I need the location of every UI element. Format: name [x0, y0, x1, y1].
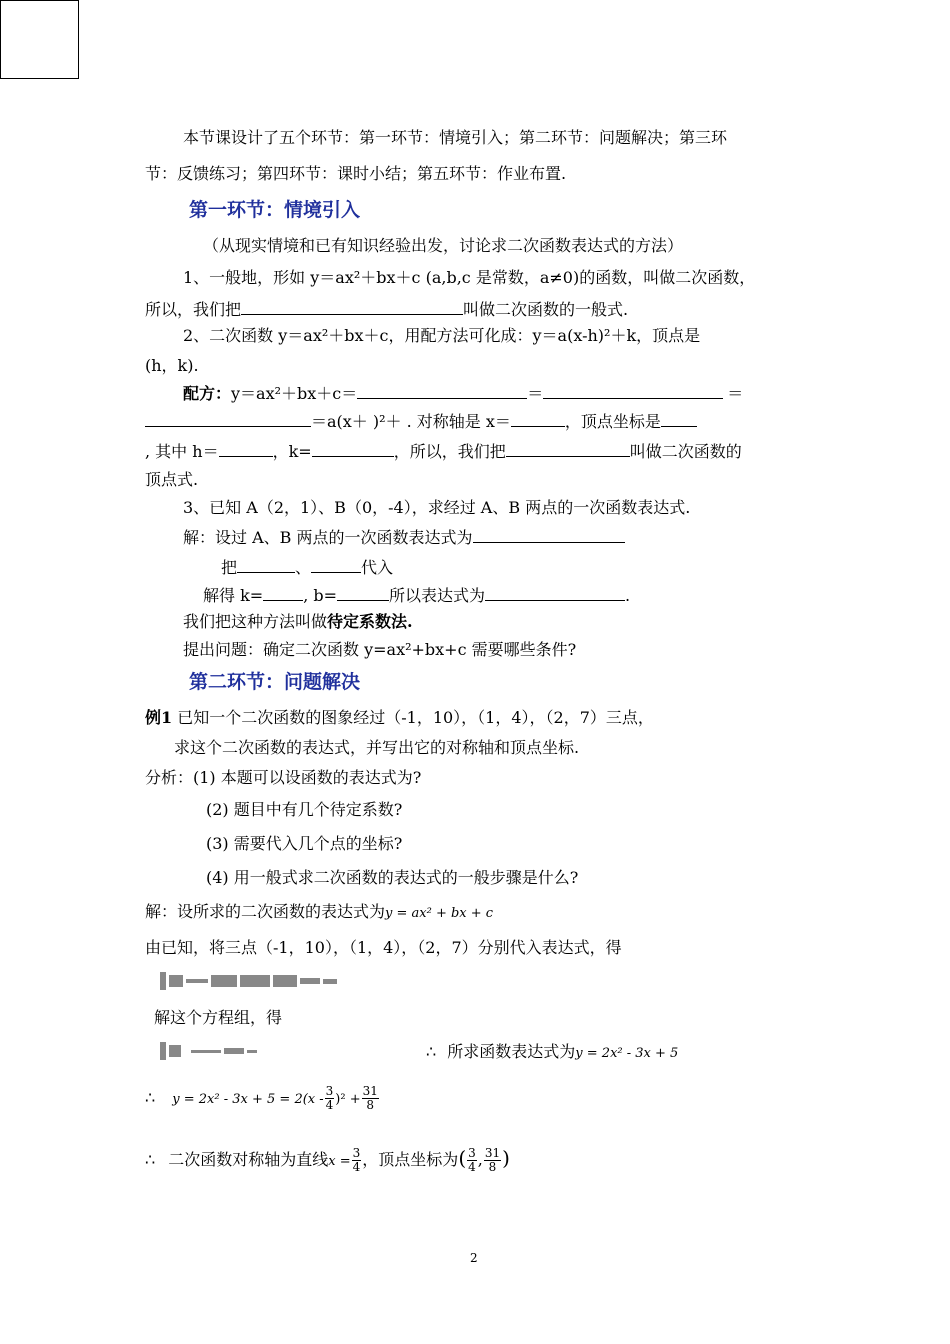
numerator: 3 — [352, 1146, 361, 1160]
intro-line-1: 本节课设计了五个环节：第一环节：情境引入；第二环节：问题解决；第三环 — [183, 128, 728, 147]
method-line — [183, 612, 413, 632]
fraction — [467, 1147, 477, 1174]
text: 所以表达式为 — [389, 586, 486, 605]
text: 已知一个二次函数的图象经过（-1，10），（1，4），（2，7）三点， — [172, 708, 654, 727]
blank — [485, 584, 625, 601]
numerator: 31 — [362, 1084, 378, 1098]
text: . — [625, 586, 631, 605]
numerator: 3 — [325, 1084, 334, 1098]
paren: ( — [458, 1146, 467, 1170]
text: ＝ — [727, 384, 744, 403]
solution-2-line-3: 解这个方程组，得 — [154, 1008, 283, 1027]
blank — [145, 410, 311, 427]
text: 解：设过 A、B 两点的一次函数表达式为 — [183, 528, 473, 547]
numerator: 3 — [468, 1146, 476, 1160]
analysis-2: (2) 题目中有几个待定系数? — [206, 800, 403, 819]
section-1-heading: 第一环节：情境引入 — [189, 199, 361, 221]
denominator: 8 — [366, 1098, 375, 1112]
blank — [337, 584, 389, 601]
p3-line: 3、已知 A（2，1）、B（0，-4），求经过 A、B 两点的一次函数表达式. — [183, 498, 691, 517]
section-1-note: （从现实情境和已有知识经验出发，讨论求二次函数表达式的方法） — [203, 236, 684, 255]
analysis-4: (4) 用一般式求二次函数的表达式的一般步骤是什么? — [206, 868, 579, 887]
text: , b= — [303, 586, 338, 605]
math-expression: x = — [328, 1154, 351, 1169]
p1-line-b — [145, 298, 628, 320]
example-label: 例1 — [145, 708, 173, 727]
blank — [219, 440, 273, 457]
peifang-label: 配方： — [183, 384, 232, 403]
example-line-2: 求这个二次函数的表达式，并写出它的对称轴和顶点坐标. — [174, 738, 580, 757]
solution-2-line-2: 由已知，将三点（-1，10），（1，4），（2，7）分别代入表达式，得 — [145, 938, 622, 957]
blank — [661, 410, 697, 427]
blank — [511, 410, 565, 427]
peifang-line-4: 顶点式. — [145, 470, 199, 489]
peifang-line-1 — [183, 382, 743, 404]
denominator: 4 — [352, 1160, 361, 1174]
solution-2-line-5 — [145, 1080, 380, 1116]
blank — [357, 382, 527, 399]
blank — [543, 382, 723, 399]
therefore-symbol: ∴ — [145, 1088, 156, 1107]
fraction — [484, 1147, 501, 1174]
method-name: 待定系数法. — [327, 612, 413, 631]
blank — [263, 584, 303, 601]
paren: ) — [502, 1146, 510, 1170]
blank — [312, 440, 394, 457]
text: 叫做二次函数的 — [629, 442, 742, 461]
numerator: 31 — [484, 1146, 501, 1160]
text: 我们把这种方法叫做 — [183, 612, 328, 631]
p2-line-b: (h，k). — [145, 356, 199, 375]
text: ＝ — [527, 384, 544, 403]
blank — [473, 526, 625, 543]
text: ，所以，我们把 — [393, 442, 506, 461]
solution-2-line-1 — [145, 902, 493, 924]
text: 所以，我们把 — [145, 300, 242, 319]
math-expression: y = 2x² - 3x + 5 = 2(x - — [172, 1092, 324, 1107]
solution-line-b — [221, 556, 393, 578]
comma: , — [477, 1150, 483, 1169]
intro-line-2: 节：反馈练习；第四环节：课时小结；第五环节：作业布置. — [145, 164, 567, 183]
analysis-1: 分析：(1) 本题可以设函数的表达式为? — [145, 768, 422, 787]
page-number: 2 — [470, 1251, 478, 1265]
p2-line-a: 2、二次函数 y＝ax²＋bx＋c，用配方法可化成：y＝a(x-h)²＋k，顶点是 — [183, 326, 701, 345]
denominator: 8 — [488, 1160, 497, 1174]
equation-system-image — [160, 972, 337, 990]
section-2-heading: 第二环节：问题解决 — [189, 671, 361, 693]
math-expression: y = 2x² - 3x + 5 — [575, 1046, 679, 1061]
therefore-symbol: ∴ — [145, 1150, 156, 1169]
text: 把 — [221, 558, 238, 577]
solution-2-line-4 — [426, 1042, 678, 1064]
peifang-line-2 — [145, 410, 697, 432]
solution-2-line-6 — [145, 1140, 510, 1176]
denominator: 4 — [468, 1160, 476, 1174]
math-expression: y = ax² + bx + c — [385, 906, 494, 921]
fraction — [325, 1085, 335, 1112]
text: y＝ax²＋bx＋c＝ — [231, 384, 358, 403]
p1-line-a: 1、一般地，形如 y＝ax²＋bx＋c (a,b,c 是常数，a≠0)的函数，叫做二次函数， — [183, 268, 756, 287]
solution-values-image — [160, 1042, 257, 1060]
text: 解：设所求的二次函数的表达式为 — [145, 902, 386, 921]
text: 、 — [295, 558, 312, 577]
text: 叫做二次函数的一般式. — [463, 300, 629, 319]
corner-box — [0, 0, 79, 79]
text: 解得 k= — [203, 586, 264, 605]
fraction — [362, 1085, 379, 1112]
therefore-symbol: ∴ — [426, 1042, 437, 1061]
solution-line-a — [183, 526, 625, 548]
example-line-1 — [145, 708, 654, 728]
text: ，顶点坐标是 — [564, 412, 661, 431]
text: ＝a(x＋ )²＋ . 对称轴是 x＝ — [311, 412, 511, 431]
text: ，顶点坐标为 — [362, 1150, 459, 1169]
denominator: 4 — [325, 1098, 334, 1112]
text: 二次函数对称轴为直线 — [168, 1150, 329, 1169]
blank — [241, 298, 463, 315]
fraction — [352, 1147, 362, 1174]
text: 代入 — [361, 558, 394, 577]
math-expression: )² + — [335, 1092, 361, 1107]
blank — [311, 556, 361, 573]
analysis-3: (3) 需要代入几个点的坐标? — [206, 834, 403, 853]
text: 所求函数表达式为 — [447, 1042, 576, 1061]
peifang-line-3 — [145, 440, 742, 462]
blank — [237, 556, 295, 573]
text: ，k= — [272, 442, 312, 461]
blank — [506, 440, 630, 457]
solution-line-c — [203, 584, 630, 606]
question-line: 提出问题：确定二次函数 y=ax²+bx+c 需要哪些条件? — [183, 640, 577, 659]
text: , 其中 h＝ — [145, 442, 219, 461]
